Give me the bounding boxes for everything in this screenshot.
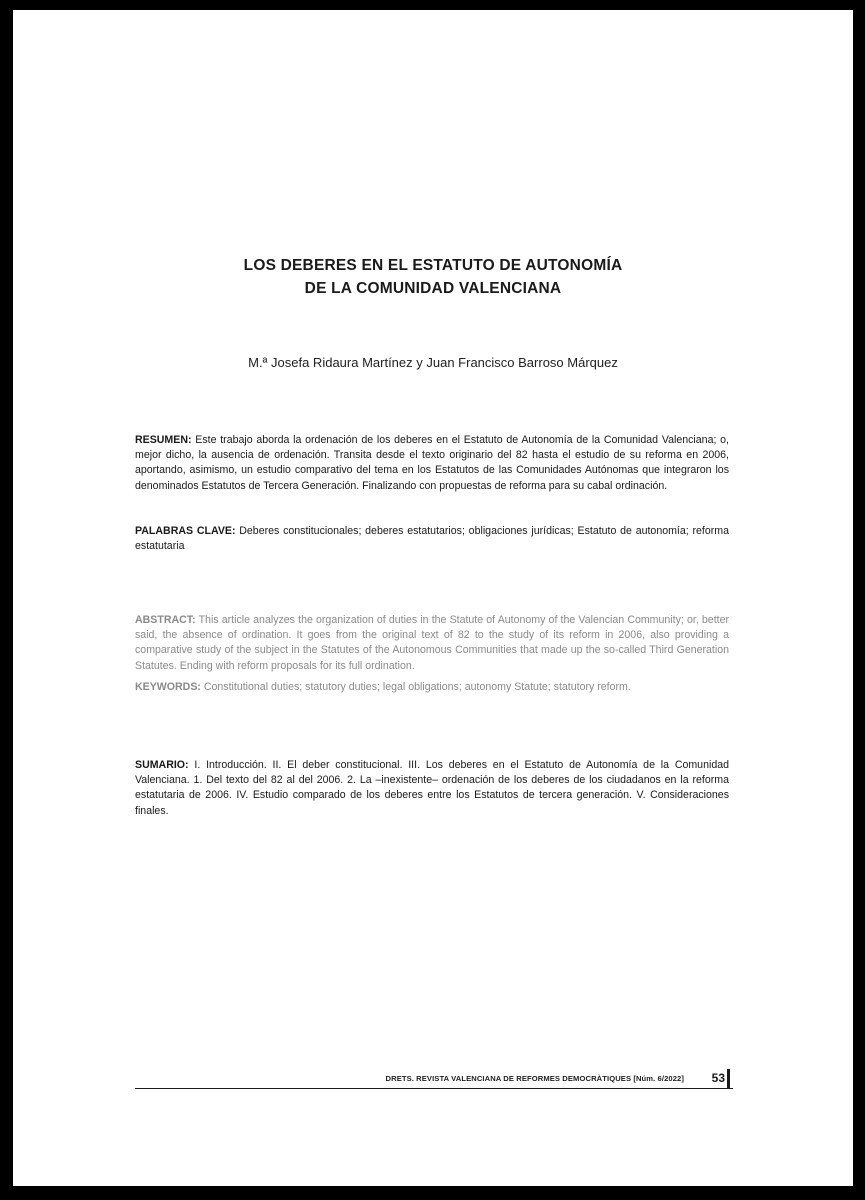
document-page [13, 10, 853, 1186]
keywords-text: Constitutional duties; statutory duties; legal obligations; autonomy Statute; statutory reform. [200, 681, 631, 693]
keywords-label: KEYWORDS: [135, 681, 201, 693]
resumen-text: Este trabajo aborda la ordenación de los deberes en el Estatuto de Autonomía de la Comunidad Valenciana; o, mejor dicho, la ausencia de ordenación. Transita desde el texto originario del 82 hasta el estudio de su reforma en 2006, aportando, asimismo, un estudio comparativo del tema en los Estatutos de las Comunidades Autónomas que integraron los denominados Estatutos de Tercera Generación. Finalizando con propuestas de reforma para su cabal ordinación. [135, 434, 729, 492]
abstract-paragraph [135, 613, 729, 674]
sumario-paragraph [135, 758, 729, 819]
footer-journal-name: DRETS. REVISTA VALENCIANA DE REFORMES DEMOCRÀTIQUES [Núm. 6/2022] [385, 1074, 684, 1083]
sumario-label: SUMARIO: [135, 759, 189, 771]
footer-divider [135, 1088, 733, 1089]
article-authors: M.ª Josefa Ridaura Martínez y Juan Francisco Barroso Márquez [248, 355, 618, 370]
palabras-clave-label: PALABRAS CLAVE: [135, 525, 236, 537]
sumario-text: I. Introducción. II. El deber constitucional. III. Los deberes en el Estatuto de Autonomía de la Comunidad Valenciana. 1. Del texto del 82 al del 2006. 2. La –inexistente– ordenación de los deberes de los ciudadanos en la reforma estatutaria de 2006. IV. Estudio comparado de los deberes entre los Estatutos de tercera generación. V. Consideraciones finales. [135, 759, 729, 817]
abstract-text: This article analyzes the organization of duties in the Statute of Autonomy of the Valencian Community; or, better said, the absence of ordination. It goes from the original text of 82 to the study of its reform in 2006, also providing a comparative study of the subject in the Statutes of the Autonomous Communities that made up the so-called Third Generation Statutes. Ending with reform proposals for its full ordination. [135, 614, 729, 672]
resumen-paragraph [135, 433, 729, 494]
title-line-2: DE LA COMUNIDAD VALENCIANA [304, 280, 562, 297]
keywords-paragraph [135, 680, 729, 695]
footer-page-number: 53 [711, 1071, 725, 1085]
resumen-label: RESUMEN: [135, 434, 192, 446]
footer-page-bar [727, 1069, 730, 1089]
palabras-clave-text: Deberes constitucionales; deberes estatutarios; obligaciones jurídicas; Estatuto de autonomía; reforma estatutaria [135, 525, 729, 553]
article-title [13, 254, 853, 300]
title-line-1: LOS DEBERES EN EL ESTATUTO DE AUTONOMÍA [243, 257, 623, 274]
abstract-label: ABSTRACT: [135, 614, 196, 626]
palabras-clave-paragraph [135, 524, 729, 554]
